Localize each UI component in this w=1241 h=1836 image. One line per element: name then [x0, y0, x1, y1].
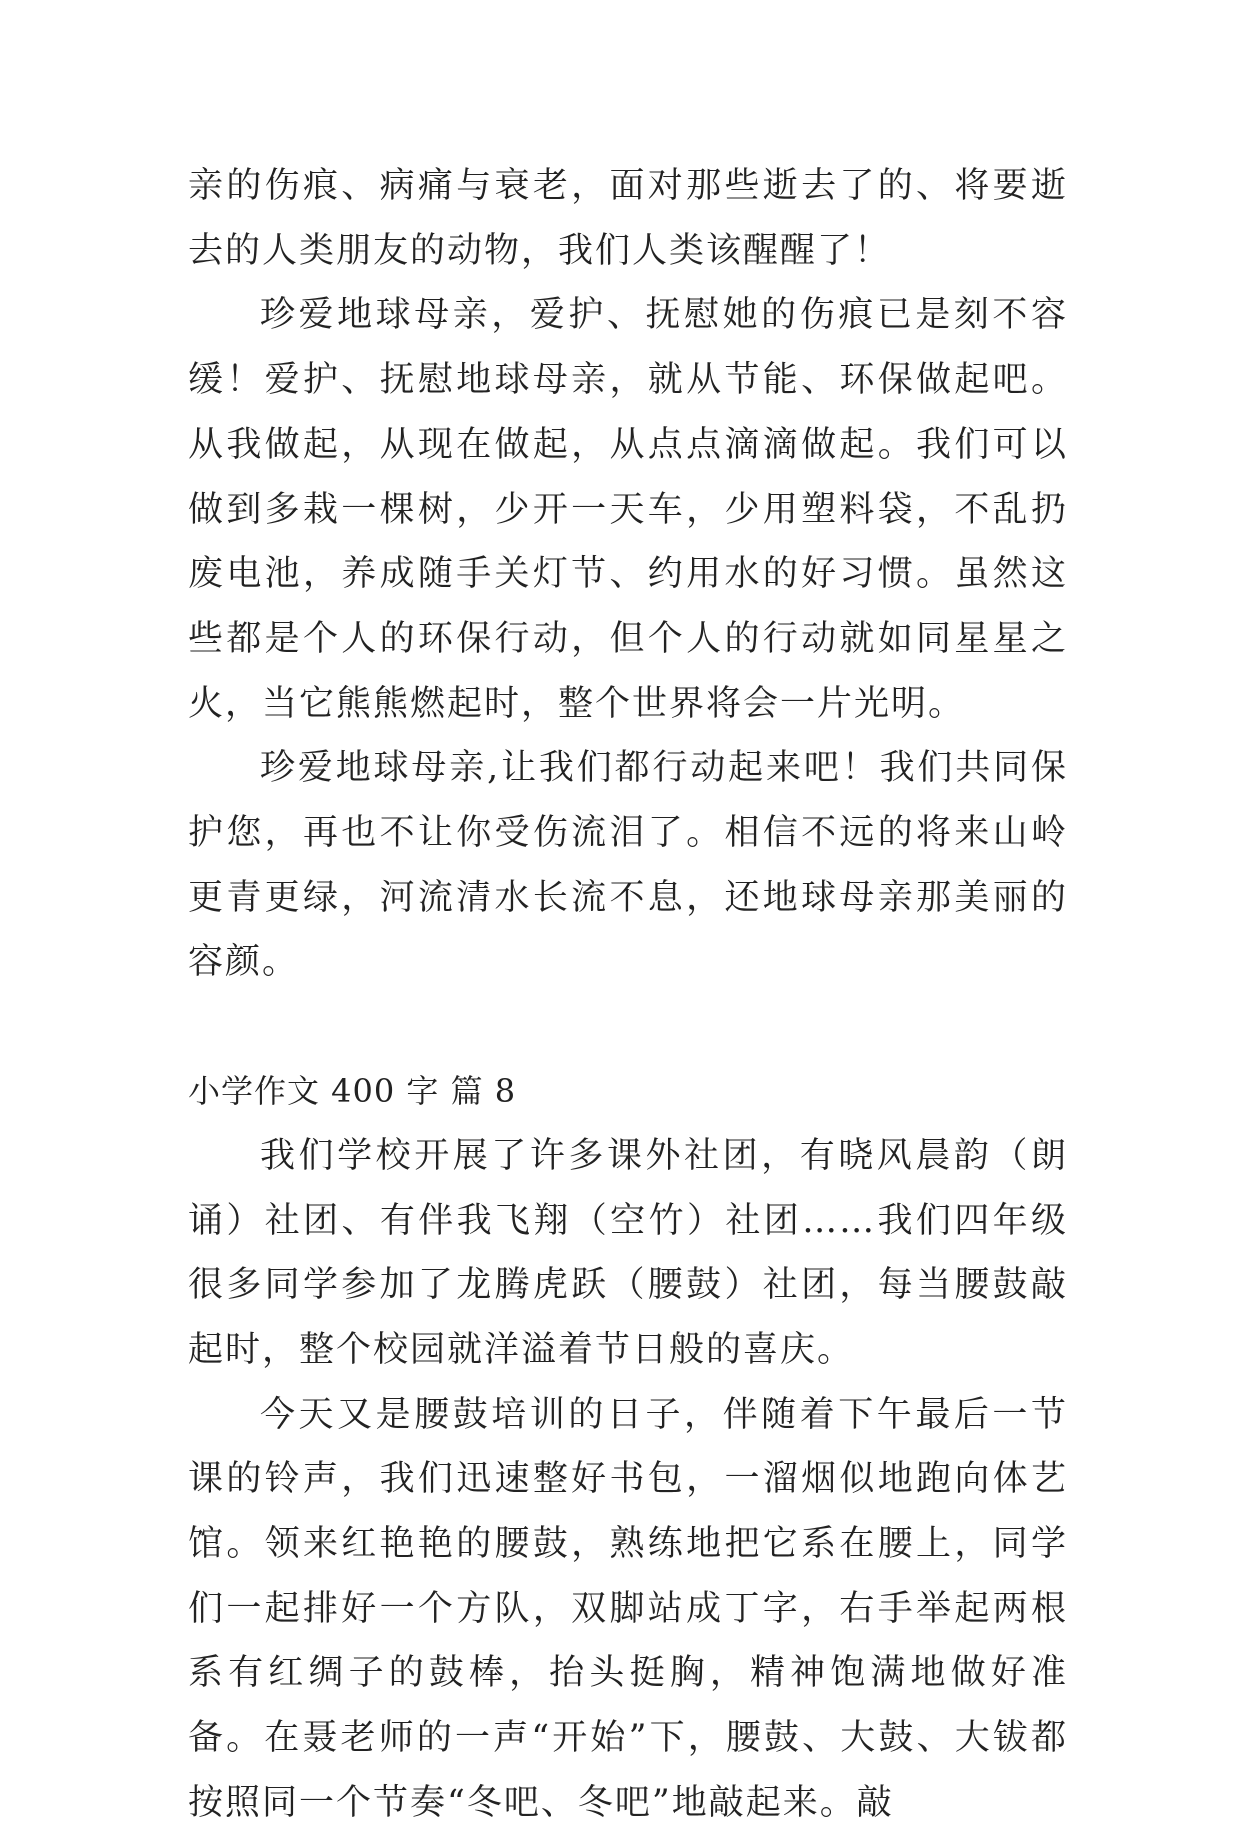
document-page	[188, 154, 1068, 1836]
section-heading: 小学作文 400 字 篇 8	[188, 1072, 517, 1111]
paragraph: 我们学校开展了许多课外社团，有晓风晨韵（朗诵）社团、有伴我飞翔（空竹）社团……我们四年级很多同学参加了龙腾虎跃（腰鼓）社团，每当腰鼓敲起时，整个校园就洋溢着节日般的喜庆。	[188, 1135, 1068, 1370]
paragraph: 珍爱地球母亲,让我们都行动起来吧！我们共同保护您，再也不让你受伤流泪了。相信不远的将来山岭更青更绿，河流清水长流不息，还地球母亲那美丽的容颜。	[188, 748, 1068, 983]
paragraph: 今天又是腰鼓培训的日子，伴随着下午最后一节课的铃声，我们迅速整好书包，一溜烟似地跑向体艺馆。领来红艳艳的腰鼓，熟练地把它系在腰上，同学们一起排好一个方队，双脚站成丁字，右手举起两根系有红绸子的鼓棒，抬头挺胸，精神饱满地做好准备。在聂老师的一声“开始”下，腰鼓、大鼓、大钹都按照同一个节奏“冬吧、冬吧”地敲起来。敲	[188, 1394, 1068, 1823]
paragraph: 珍爱地球母亲，爱护、抚慰她的伤痕已是刻不容缓！爱护、抚慰地球母亲，就从节能、环保做起吧。从我做起，从现在做起，从点点滴滴做起。我们可以做到多栽一棵树，少开一天车，少用塑料袋，不乱扔废电池，养成随手关灯节、约用水的好习惯。虽然这些都是个人的环保行动，但个人的行动就如同星星之火，当它熊熊燃起时，整个世界将会一片光明。	[188, 295, 1068, 724]
section-gap	[188, 995, 1068, 1059]
paragraph: 亲的伤痕、病痛与衰老，面对那些逝去了的、将要逝去的人类朋友的动物，我们人类该醒醒了！	[188, 166, 1068, 271]
